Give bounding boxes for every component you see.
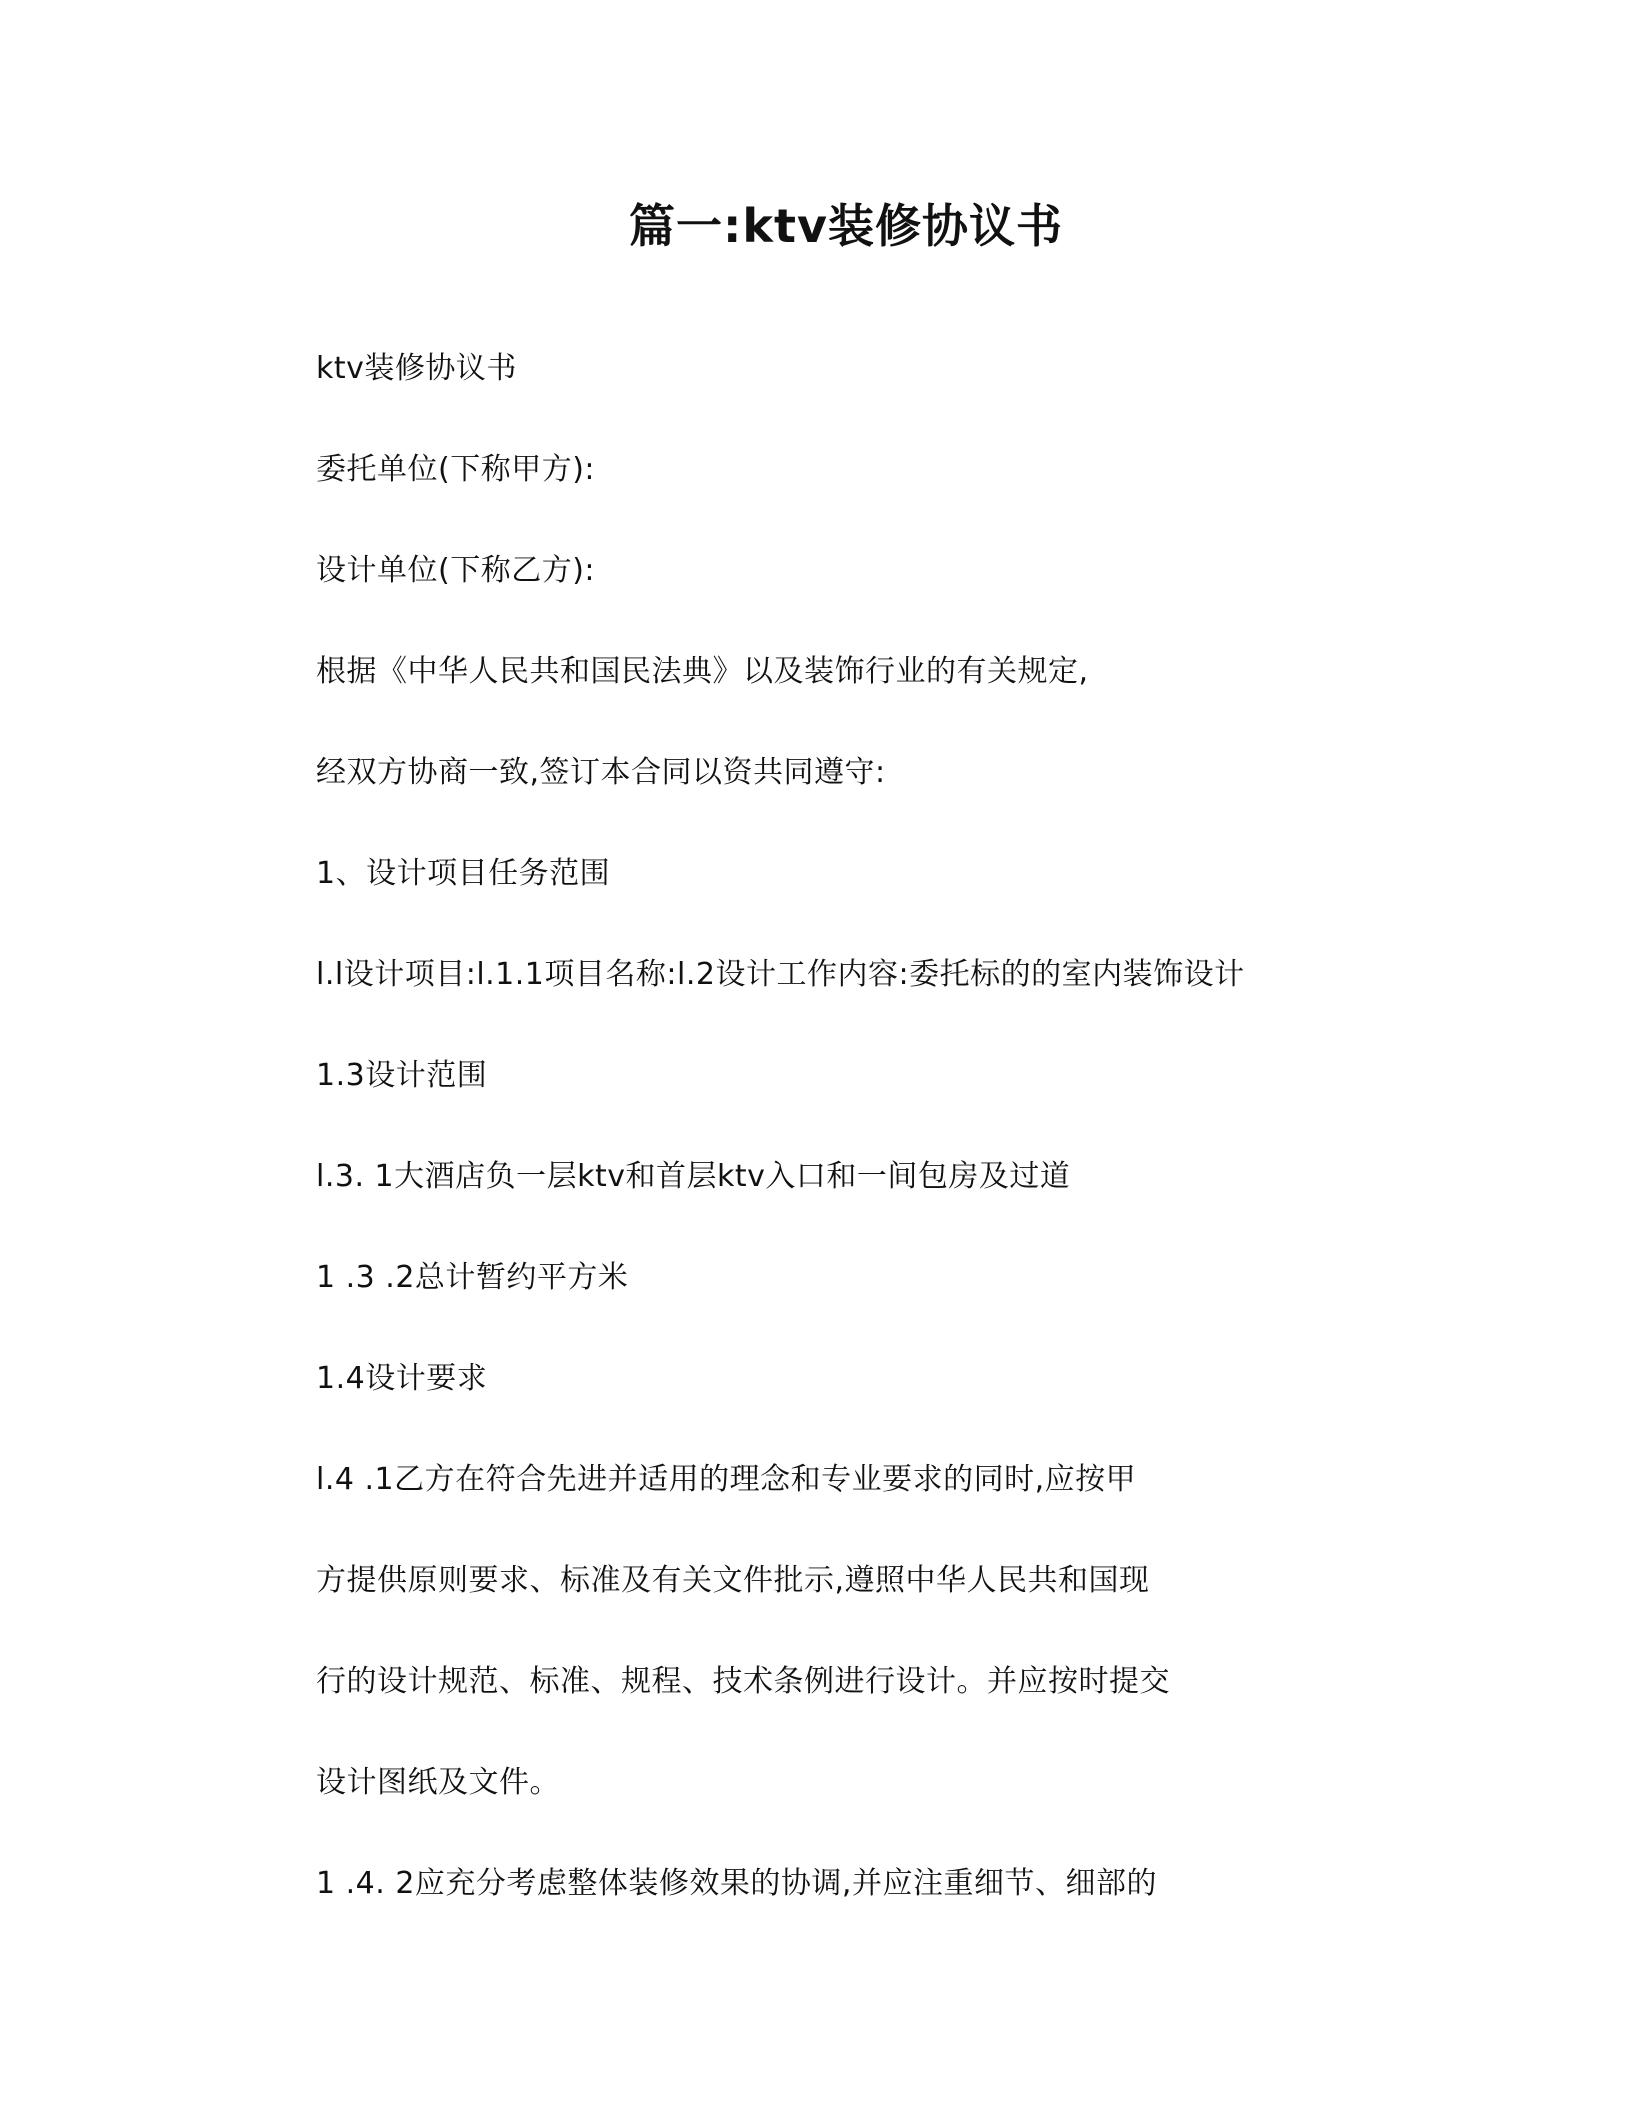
legal-basis-line: 根据《中华人民共和国民法典》以及装饰行业的有关规定,: [316, 654, 1089, 689]
doc-heading-line: ktv装修协议书: [316, 351, 517, 386]
section-1-4-1-line-3: 行的设计规范、标准、规程、技术条例进行设计。并应按时提交: [316, 1664, 1170, 1699]
client-party-line: 委托单位(下称甲方):: [316, 452, 596, 487]
section-1-3-1-line: l.3. 1大酒店负一层ktv和首层ktv入口和一间包房及过道: [316, 1159, 1071, 1194]
section-1-4-heading: 1.4设计要求: [316, 1361, 488, 1396]
section-1-4-1-line-2: 方提供原则要求、标准及有关文件批示,遵照中华人民共和国现: [316, 1563, 1150, 1598]
document-body: [316, 318, 1416, 1934]
section-1-4-2-line: 1 .4. 2应充分考虑整体装修效果的协调,并应注重细节、细部的: [316, 1866, 1157, 1901]
section-1-1-line: l.l设计项目:l.1.1项目名称:l.2设计工作内容:委托标的的室内装饰设计: [316, 957, 1245, 992]
document-title: 篇一:ktv装修协议书: [629, 199, 1063, 253]
section-1-3-2-line: 1 .3 .2总计暂约平方米: [316, 1260, 629, 1295]
design-party-line: 设计单位(下称乙方):: [316, 553, 596, 588]
section-1-4-1-line-4: 设计图纸及文件。: [316, 1765, 560, 1800]
section-1-3-heading: 1.3设计范围: [316, 1058, 488, 1093]
section-1-heading: 1、设计项目任务范围: [316, 856, 611, 891]
agreement-line: 经双方协商一致,签订本合同以资共同遵守:: [316, 755, 886, 790]
section-1-4-1-line-1: l.4 .1乙方在符合先进并适用的理念和专业要求的同时,应按甲: [316, 1462, 1137, 1497]
